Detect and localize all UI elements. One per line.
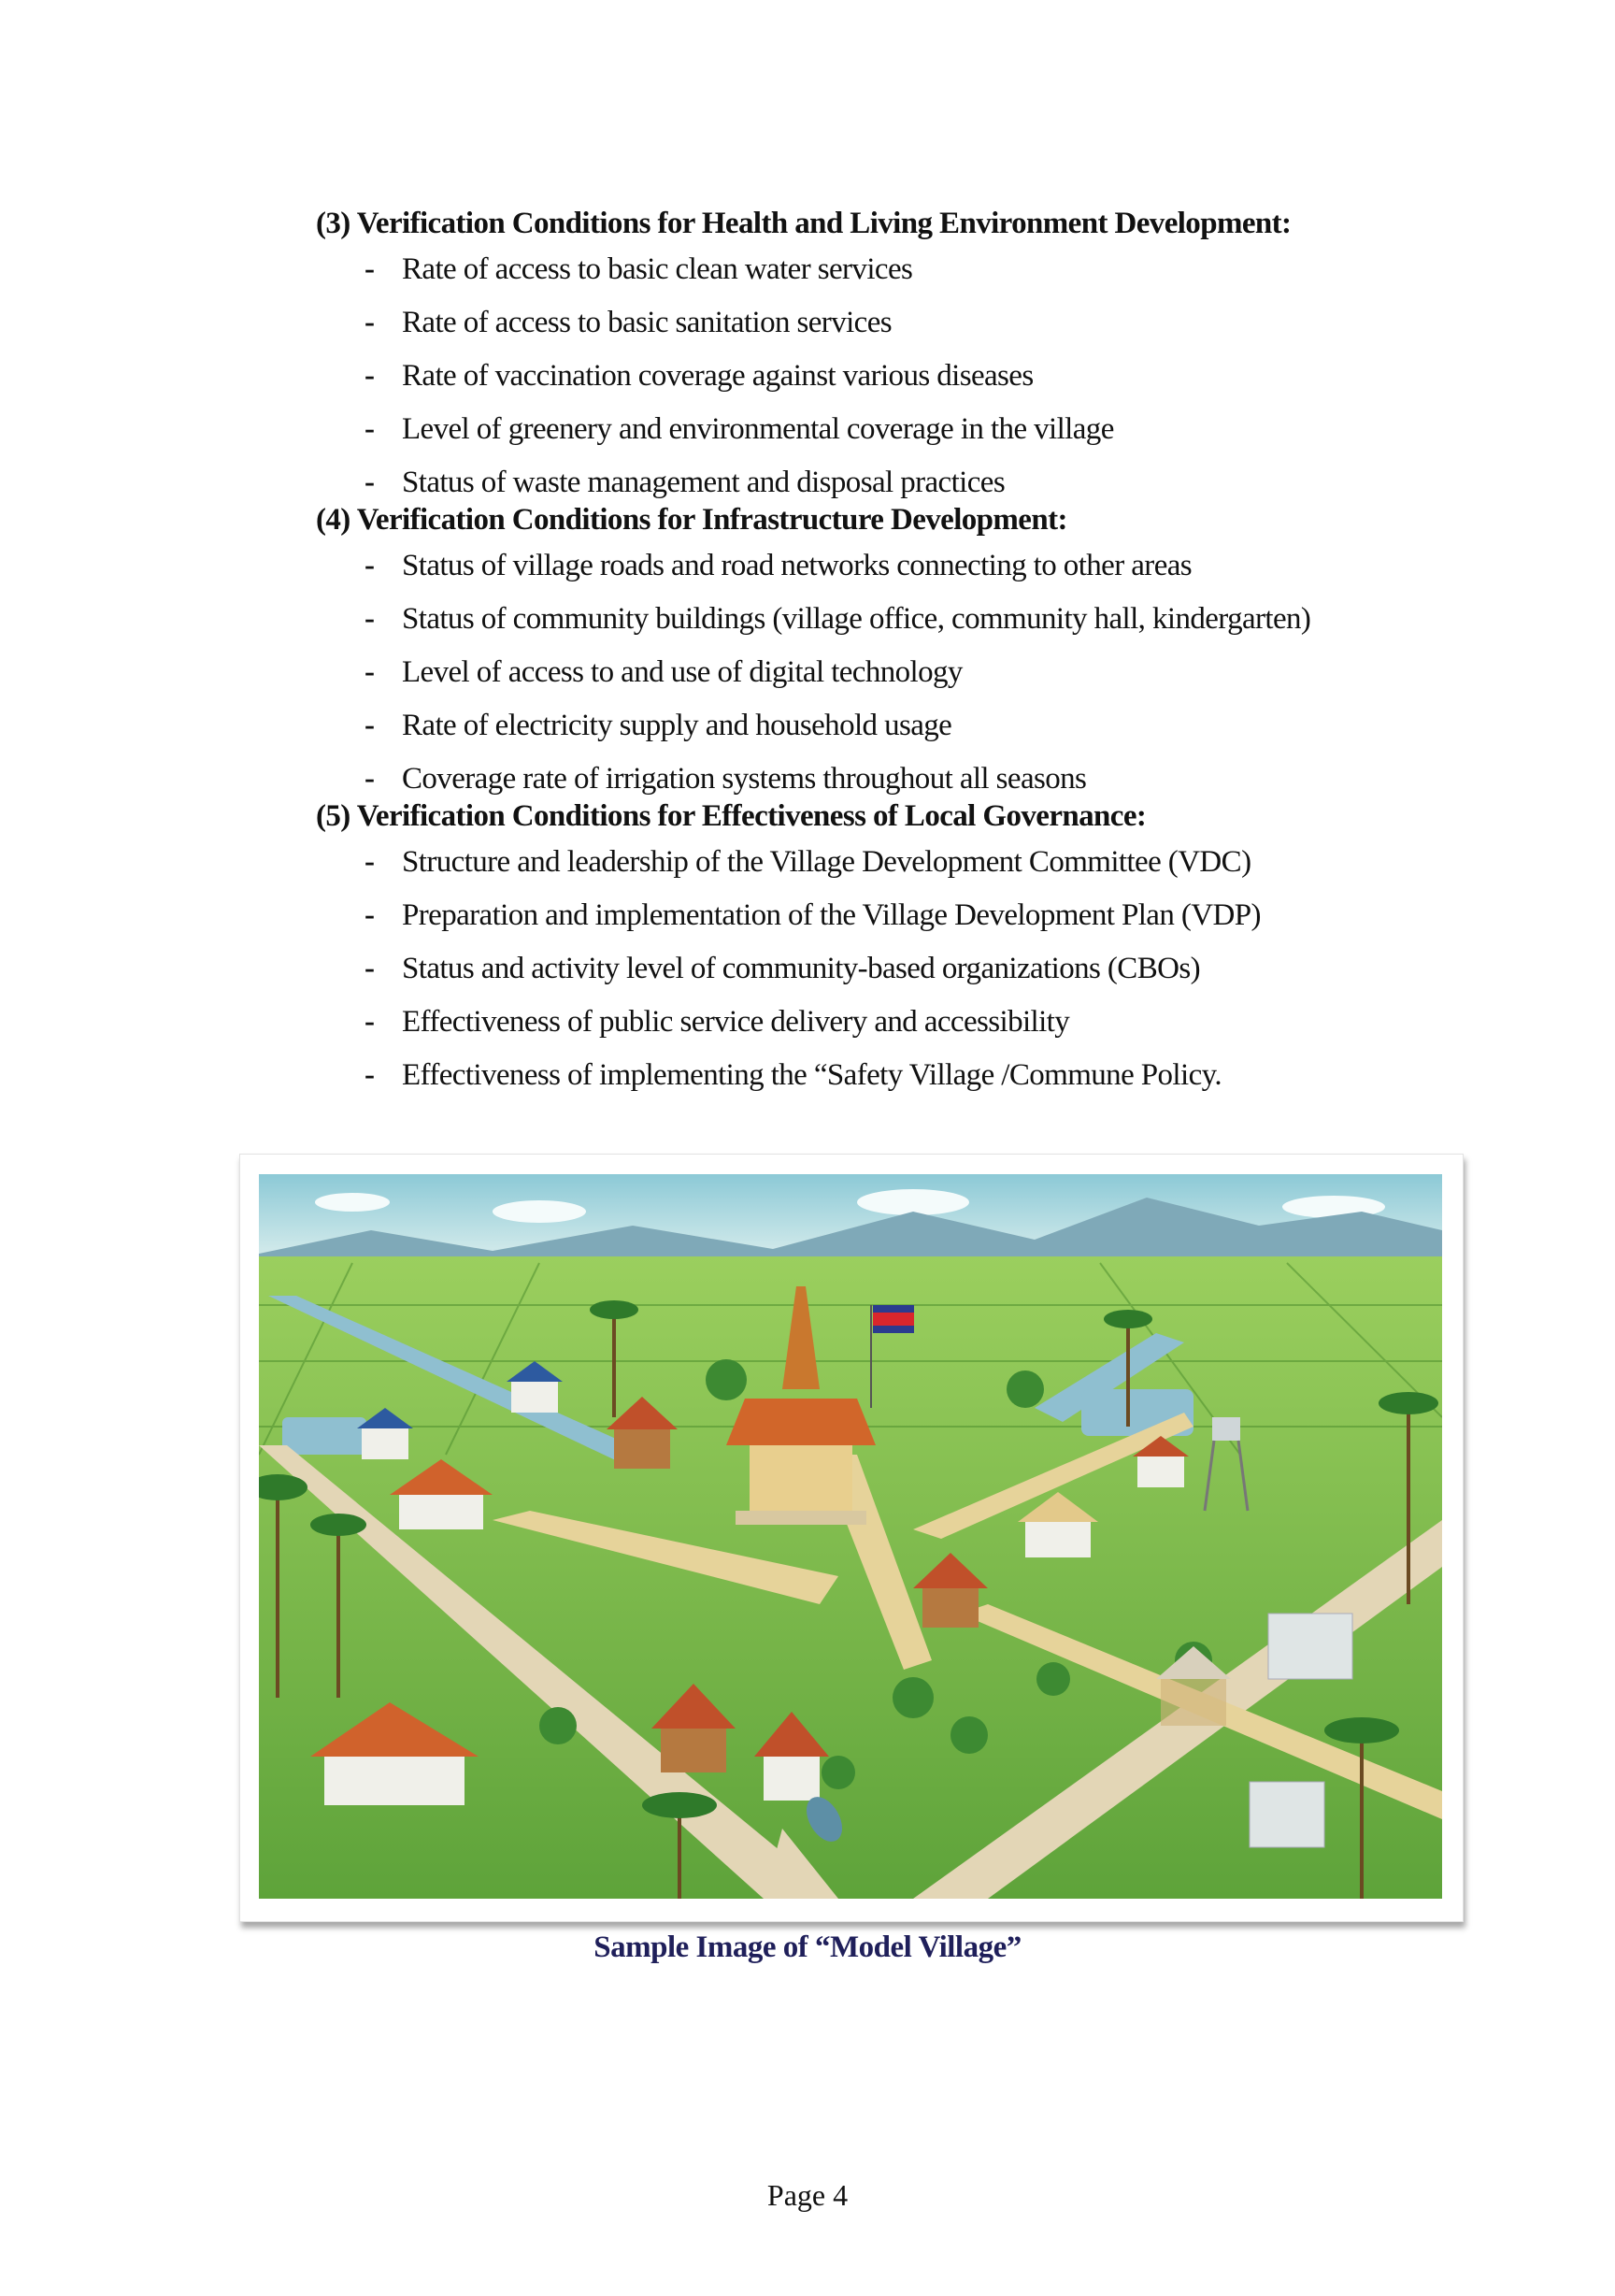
list-item-text: Status of waste management and disposal practices (402, 466, 1006, 499)
figure-caption: Sample Image of “Model Village” (593, 1930, 1022, 1964)
list-item (316, 889, 1456, 942)
bullet-dash: - (364, 898, 375, 932)
list-item-text: Coverage rate of irrigation systems throughout all seasons (402, 762, 1087, 796)
list-item (316, 350, 1456, 403)
list-item-text: Rate of access to basic clean water services (402, 252, 913, 286)
bullet-dash: - (364, 655, 375, 689)
list-item-text: Preparation and implementation of the Village Development Plan (VDP) (402, 898, 1261, 932)
section-heading: (5) Verification Conditions for Effectiveness of Local Governance: (316, 799, 1147, 833)
list-item (316, 699, 1456, 753)
list-item-text: Status of community buildings (village office, community hall, kindergarten) (402, 602, 1311, 636)
list-item (316, 243, 1456, 296)
bullet-dash: - (364, 359, 375, 393)
section-heading: (4) Verification Conditions for Infrastructure Development: (316, 503, 1067, 537)
list-item-text: Rate of electricity supply and household usage (402, 709, 952, 742)
bullet-dash: - (364, 845, 375, 879)
bullet-list (316, 539, 1456, 806)
figure-frame (239, 1154, 1464, 1922)
list-item-text: Rate of access to basic sanitation services (402, 306, 893, 339)
list-item-text: Rate of vaccination coverage against various diseases (402, 359, 1034, 393)
bullet-dash: - (364, 602, 375, 636)
list-item (316, 296, 1456, 350)
list-item-text: Effectiveness of implementing the “Safety Village /Commune Policy. (402, 1058, 1222, 1092)
list-item (316, 836, 1456, 889)
model-village-illustration (259, 1174, 1442, 1899)
list-item (316, 996, 1456, 1049)
list-item (316, 942, 1456, 996)
section-heading: (3) Verification Conditions for Health and Living Environment Development: (316, 207, 1292, 240)
list-item-text: Effectiveness of public service delivery and accessibility (402, 1005, 1070, 1039)
bullet-dash: - (364, 306, 375, 339)
bullet-dash: - (364, 952, 375, 985)
list-item (316, 456, 1456, 509)
list-item-text: Structure and leadership of the Village Development Committee (VDC) (402, 845, 1251, 879)
list-item (316, 403, 1456, 456)
document-body (316, 204, 1456, 1102)
list-item-text: Level of greenery and environmental coverage in the village (402, 412, 1114, 446)
list-item (316, 593, 1456, 646)
list-item (316, 753, 1456, 806)
page-number: Page 4 (766, 2178, 849, 2212)
bullet-dash: - (364, 252, 375, 286)
list-item-text: Level of access to and use of digital technology (402, 655, 963, 689)
bullet-list (316, 836, 1456, 1102)
list-item-text: Status and activity level of community-based organizations (CBOs) (402, 952, 1200, 985)
list-item-text: Status of village roads and road networks connecting to other areas (402, 549, 1193, 582)
bullet-list (316, 243, 1456, 509)
list-item (316, 1049, 1456, 1102)
list-item (316, 646, 1456, 699)
section-health (316, 204, 1456, 509)
bullet-dash: - (364, 1058, 375, 1092)
bullet-dash: - (364, 412, 375, 446)
list-item (316, 539, 1456, 593)
bullet-dash: - (364, 466, 375, 499)
bullet-dash: - (364, 1005, 375, 1039)
bullet-dash: - (364, 549, 375, 582)
bullet-dash: - (364, 762, 375, 796)
section-governance (316, 796, 1456, 1102)
section-infrastructure (316, 500, 1456, 806)
bullet-dash: - (364, 709, 375, 742)
